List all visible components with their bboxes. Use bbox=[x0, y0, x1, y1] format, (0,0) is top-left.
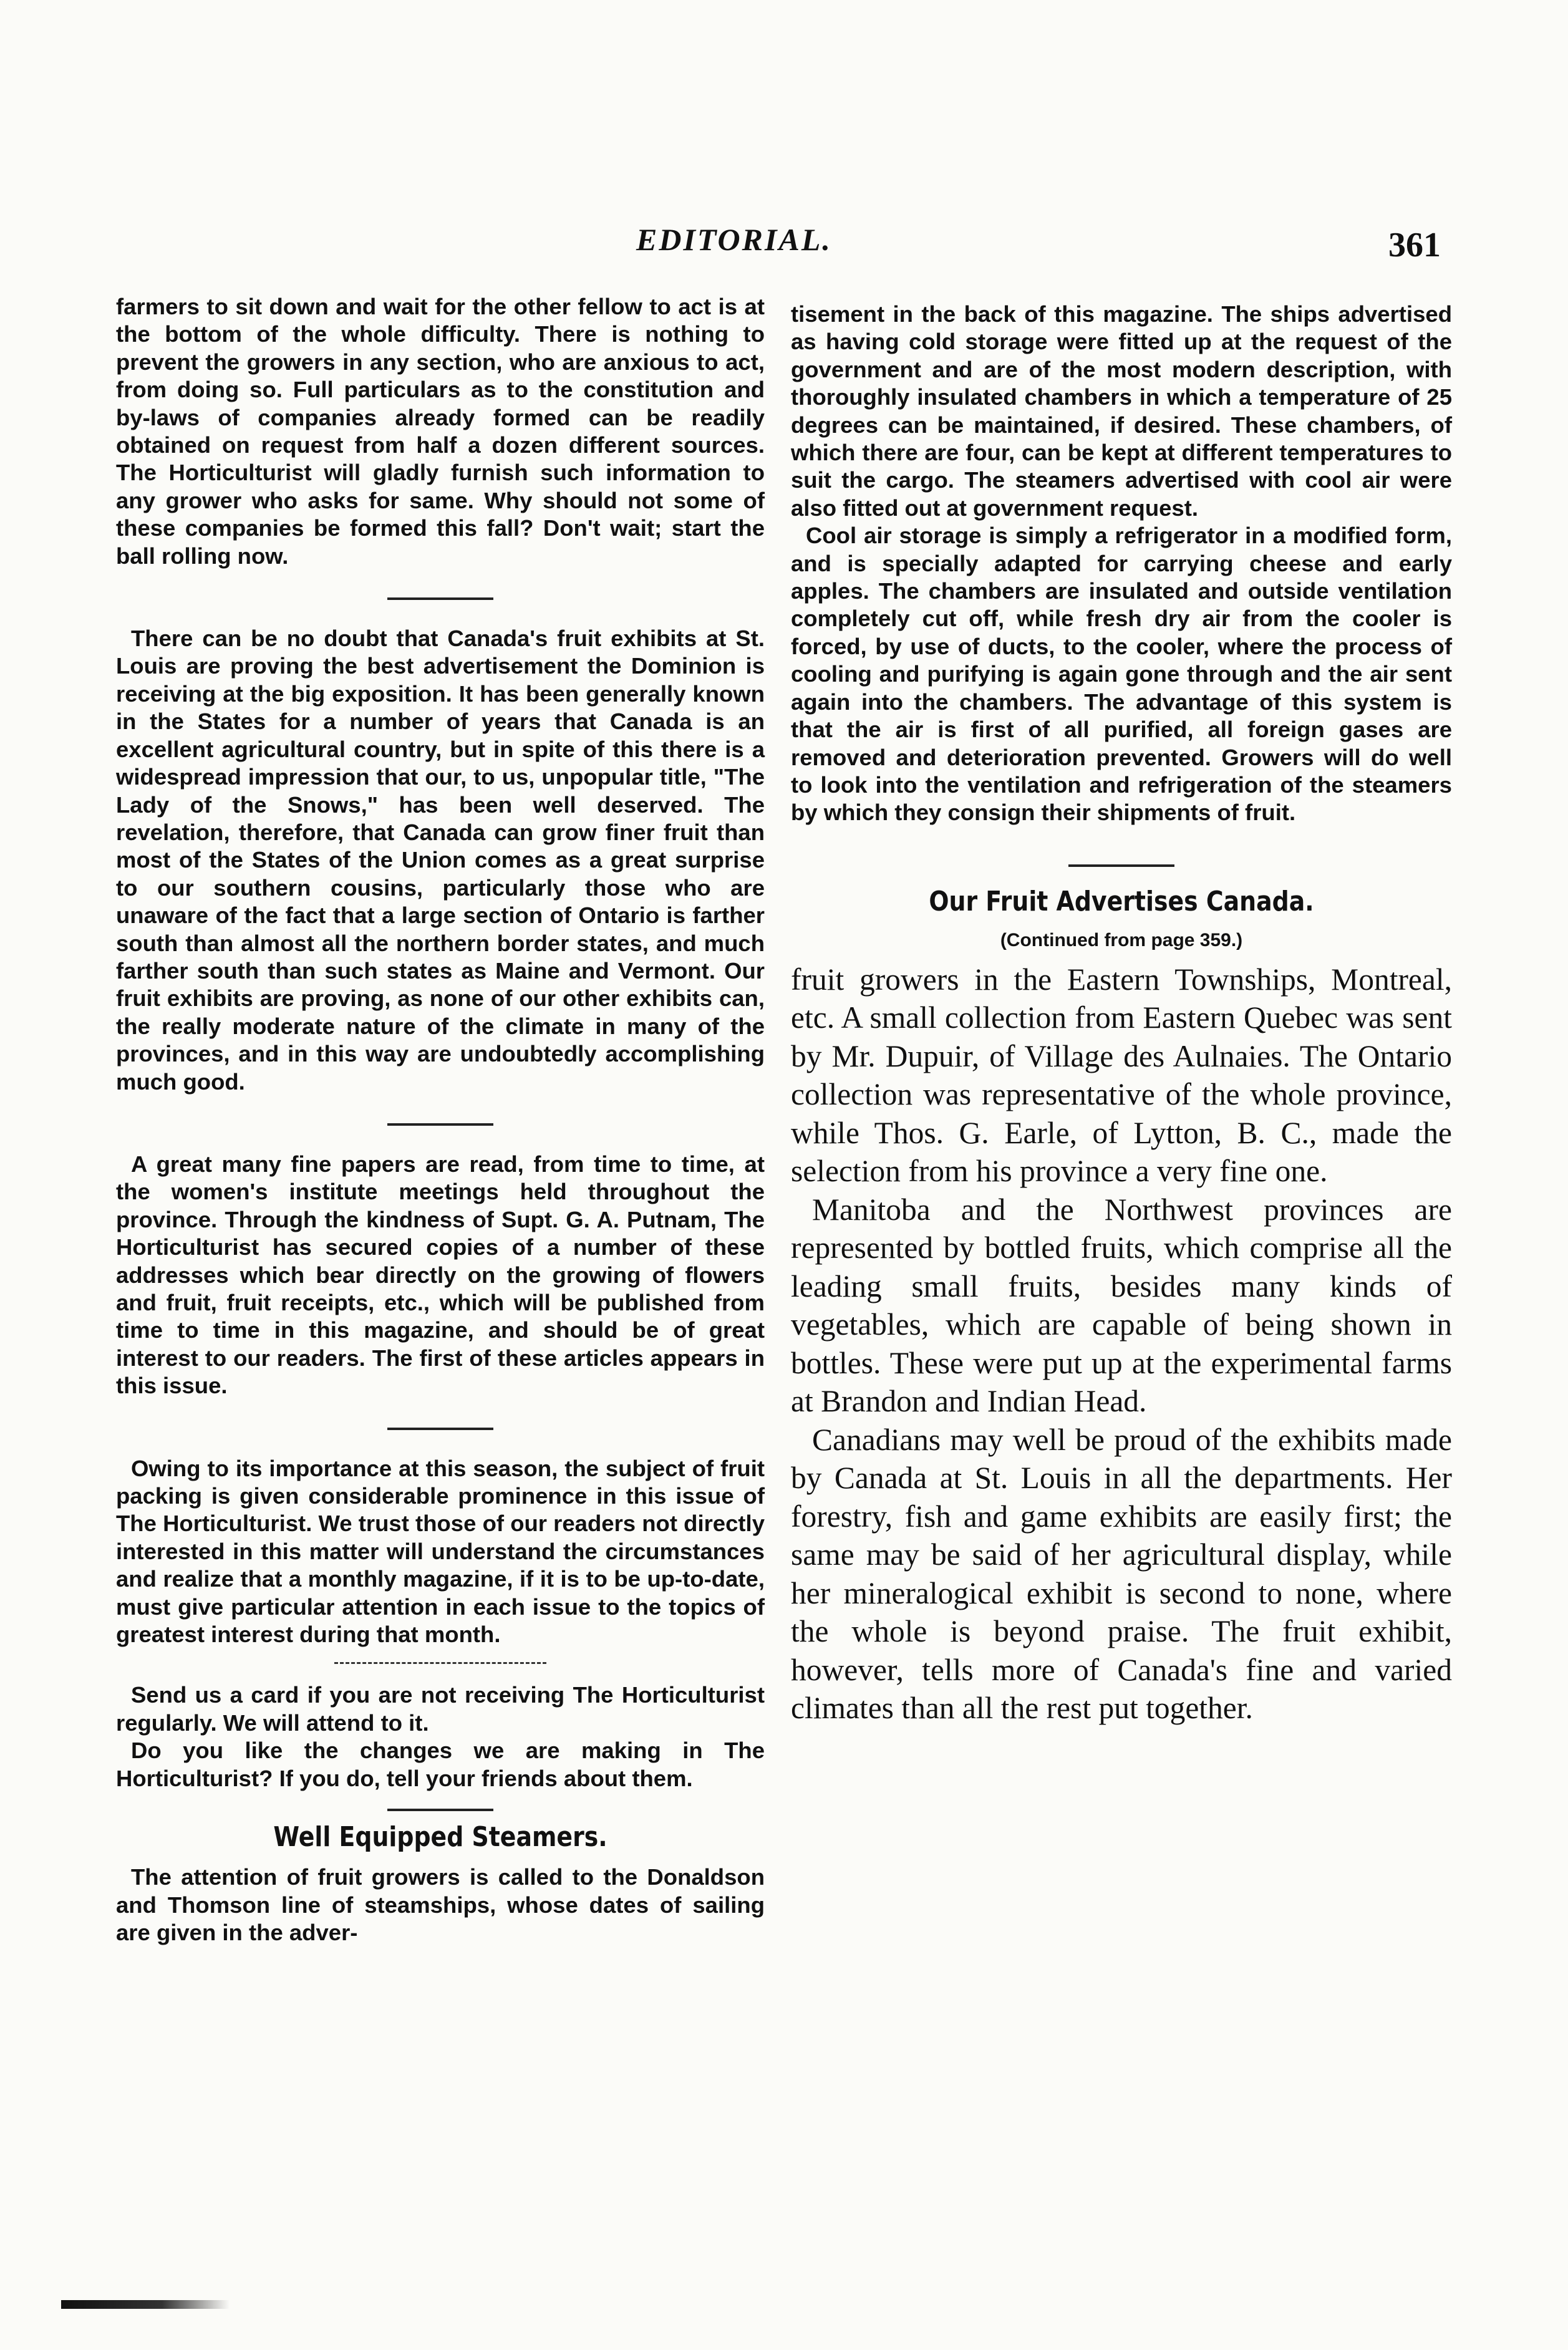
page-header bbox=[0, 221, 1568, 271]
continued-note: (Continued from page 359.) bbox=[1000, 929, 1243, 950]
dashed-divider bbox=[334, 1662, 546, 1664]
left-paragraph-1: farmers to sit down and wait for the other fellow to act is at the bottom of the whole difficulty. There is nothing to prevent the growers in any section, who are anxious to act, from doing so. Full particulars as to the constitution and by-laws of companies already formed can be readily obtained on request from half a dozen different sources. The Horticulturist will gladly furnish such information to any grower who asks for same. Why should not some of these companies be formed this fall? Don't wait; start the ball rolling now. bbox=[116, 294, 765, 569]
page-number: 361 bbox=[1388, 226, 1441, 264]
left-column bbox=[116, 293, 765, 1946]
left-paragraph-3: A great many fine papers are read, from time to time, at the women's institute meetings held throughout the province. Through the kindness of Supt. G. A. Putnam, The Horticulturist has secured copies of a number of these addresses which bear directly on the growing of flowers and fruit, fruit receipts, etc., which will be published from time to time in this magazine, and should be of great interest to our readers. The first of these articles appears in this issue. bbox=[116, 1151, 765, 1399]
left-paragraph-7: The attention of fruit growers is called to the Donaldson and Thomson line of steamships, whose dates of sailing are given in the adver- bbox=[116, 1864, 765, 1945]
right-paragraph-4: Manitoba and the Northwest provinces are represented by bottled fruits, which comprise all the leading small fruits, besides many kinds of vegetables, which are capable of being shown in bottles. These were put up at the experimental farms at Brandon and Indian Head. bbox=[791, 1192, 1452, 1419]
section-divider bbox=[1068, 864, 1174, 867]
right-paragraph-2: Cool air storage is simply a refrigerator in a modified form, and is specially adapted for carrying cheese and early apples. The chambers are insulated and outside ventilation completely cut off, while fresh dry air from the cooler is forced, by use of ducts, to the cooler, where the process of cooling and purifying is again gone through and the air sent again into the chambers. The advantage of this system is that the air is first of all purified, all foreign gases are removed and deterioration prevented. Growers will do well to look into the ventilation and refrigeration of the steamers by which they consign their shipments of fruit. bbox=[791, 523, 1452, 826]
left-paragraph-5: Send us a card if you are not receiving The Horticulturist regularly. We will attend to it. bbox=[116, 1682, 765, 1736]
left-paragraph-4: Owing to its importance at this season, the subject of fruit packing is given considerable prominence in this issue of The Horticulturist. We trust those of our readers not directly interested in this matter will understand the circumstances and realize that a monthly magazine, if it is to be up-to-date, must give particular attention in each issue to the topics of greatest interest during that month. bbox=[116, 1455, 765, 1648]
section-divider bbox=[387, 1809, 493, 1811]
left-paragraph-6: Do you like the changes we are making in The Horticulturist? If you do, tell your friends about them. bbox=[116, 1738, 765, 1791]
right-column bbox=[791, 301, 1452, 1728]
section-divider bbox=[387, 1428, 493, 1430]
section-divider bbox=[387, 1123, 493, 1126]
section-divider bbox=[387, 597, 493, 600]
right-paragraph-1: tisement in the back of this magazine. The ships advertised as having cold storage were fitted up at the request of the government and are of the most modern description, with thoroughly insulated chambers in which a temperature of 25 degrees can be maintained, if desired. These chambers, of which there are four, can be kept at different temperatures to suit the cargo. The steamers advertised with cool air were also fitted out at government request. bbox=[791, 301, 1452, 521]
section-heading-steamers: Well Equipped Steamers. bbox=[273, 1821, 607, 1854]
right-paragraph-5: Canadians may well be proud of the exhibits made by Canada at St. Louis in all the departments. Her forestry, fish and game exhibits are easily first; the same may be said of her agricultural display, while her mineralogical exhibit is second to none, where the whole is beyond praise. The fruit exhibit, however, tells more of Canada's fine and varied climates than all the rest put together. bbox=[791, 1422, 1452, 1726]
article-continuation bbox=[791, 960, 1452, 1728]
left-paragraph-2: There can be no doubt that Canada's fruit exhibits at St. Louis are proving the best advertisement the Dominion is receiving at the big exposition. It has been generally known in the States for a number of years that Canada is an excellent agricultural country, but in spite of this there is a widespread impression that our, to us, unpopular title, "The Lady of the Snows," has been well deserved. The revelation, therefore, that Canada can grow finer fruit than most of the States of the Union comes as a great surprise to our southern cousins, particularly those who are unaware of the fact that a large section of Ontario is farther south than almost all the northern border states, and much farther south than such states as Maine and Vermont. Our fruit exhibits are proving, as none of our other exhibits can, the really moderate nature of the climate in many of the provinces, and in this way are undoubtedly accomplishing much good. bbox=[116, 626, 765, 1095]
scan-edge-mark bbox=[61, 2300, 230, 2309]
right-paragraph-3: fruit growers in the Eastern Townships, Montreal, etc. A small collection from Eastern Quebec was sent by Mr. Dupuir, of Village des Aulnaies. The Ontario collection was representative of the whole province, while Thos. G. Earle, of Lytton, B. C., made the selection from his province a very fine one. bbox=[791, 962, 1452, 1189]
running-head: EDITORIAL. bbox=[636, 222, 832, 257]
section-heading-fruit-advertises: Our Fruit Advertises Canada. bbox=[929, 885, 1314, 917]
